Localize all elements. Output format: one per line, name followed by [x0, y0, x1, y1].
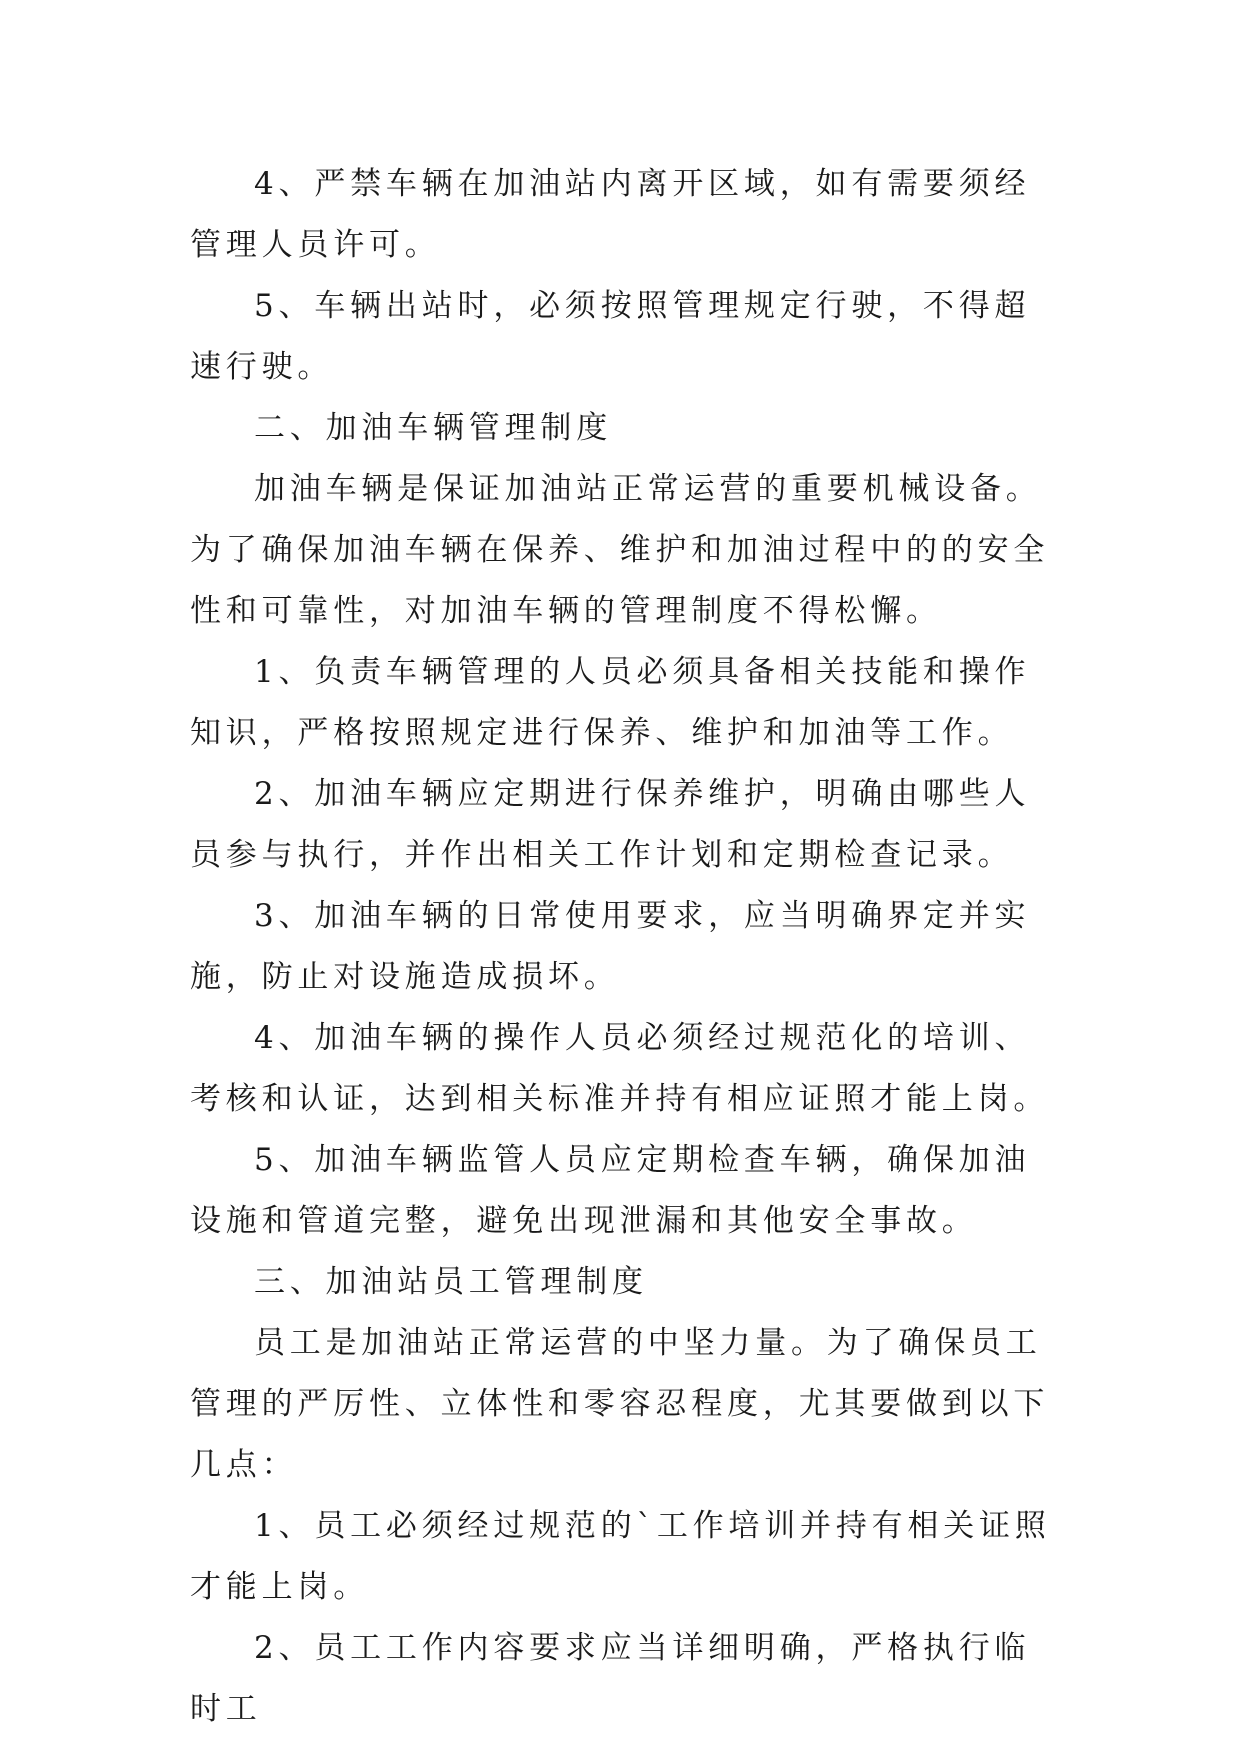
section-heading-refuel-vehicle: 二、加油车辆管理制度 [254, 410, 612, 446]
paragraph-refuel-vehicle-rule-2: 2、加油车辆应定期进行保养维护，明确由哪些人员参与执行，并作出相关工作计划和定期检查记录。 [190, 776, 1031, 873]
paragraph-staff-rule-1: 1、员工必须经过规范的`工作培训并持有相关证照才能上岗。 [190, 1508, 1051, 1605]
paragraph-refuel-vehicle-rule-5: 5、加油车辆监管人员应定期检查车辆，确保加油设施和管道完整，避免出现泄漏和其他安全事故。 [190, 1142, 1031, 1239]
paragraph-vehicle-rule-4: 4、严禁车辆在加油站内离开区域，如有需要须经管理人员许可。 [190, 166, 1031, 263]
paragraph-vehicle-rule-5: 5、车辆出站时，必须按照管理规定行驶，不得超速行驶。 [190, 288, 1031, 385]
paragraph-refuel-vehicle-rule-1: 1、负责车辆管理的人员必须具备相关技能和操作知识，严格按照规定进行保养、维护和加油等工作。 [190, 654, 1031, 751]
paragraph-refuel-vehicle-intro: 加油车辆是保证加油站正常运营的重要机械设备。为了确保加油车辆在保养、维护和加油过程中的的安全性和可靠性，对加油车辆的管理制度不得松懈。 [190, 471, 1050, 629]
section-heading-staff: 三、加油站员工管理制度 [254, 1264, 648, 1300]
paragraph-staff-intro: 员工是加油站正常运营的中坚力量。为了确保员工管理的严厉性、立体性和零容忍程度，尤其要做到以下几点： [190, 1325, 1050, 1483]
paragraph-staff-rule-2: 2、员工工作内容要求应当详细明确，严格执行临时工 [190, 1630, 1031, 1727]
paragraph-refuel-vehicle-rule-3: 3、加油车辆的日常使用要求，应当明确界定并实施，防止对设施造成损坏。 [190, 898, 1031, 995]
paragraph-refuel-vehicle-rule-4: 4、加油车辆的操作人员必须经过规范化的培训、考核和认证，达到相关标准并持有相应证照才能上岗。 [190, 1020, 1050, 1117]
document-body [190, 154, 1056, 1740]
